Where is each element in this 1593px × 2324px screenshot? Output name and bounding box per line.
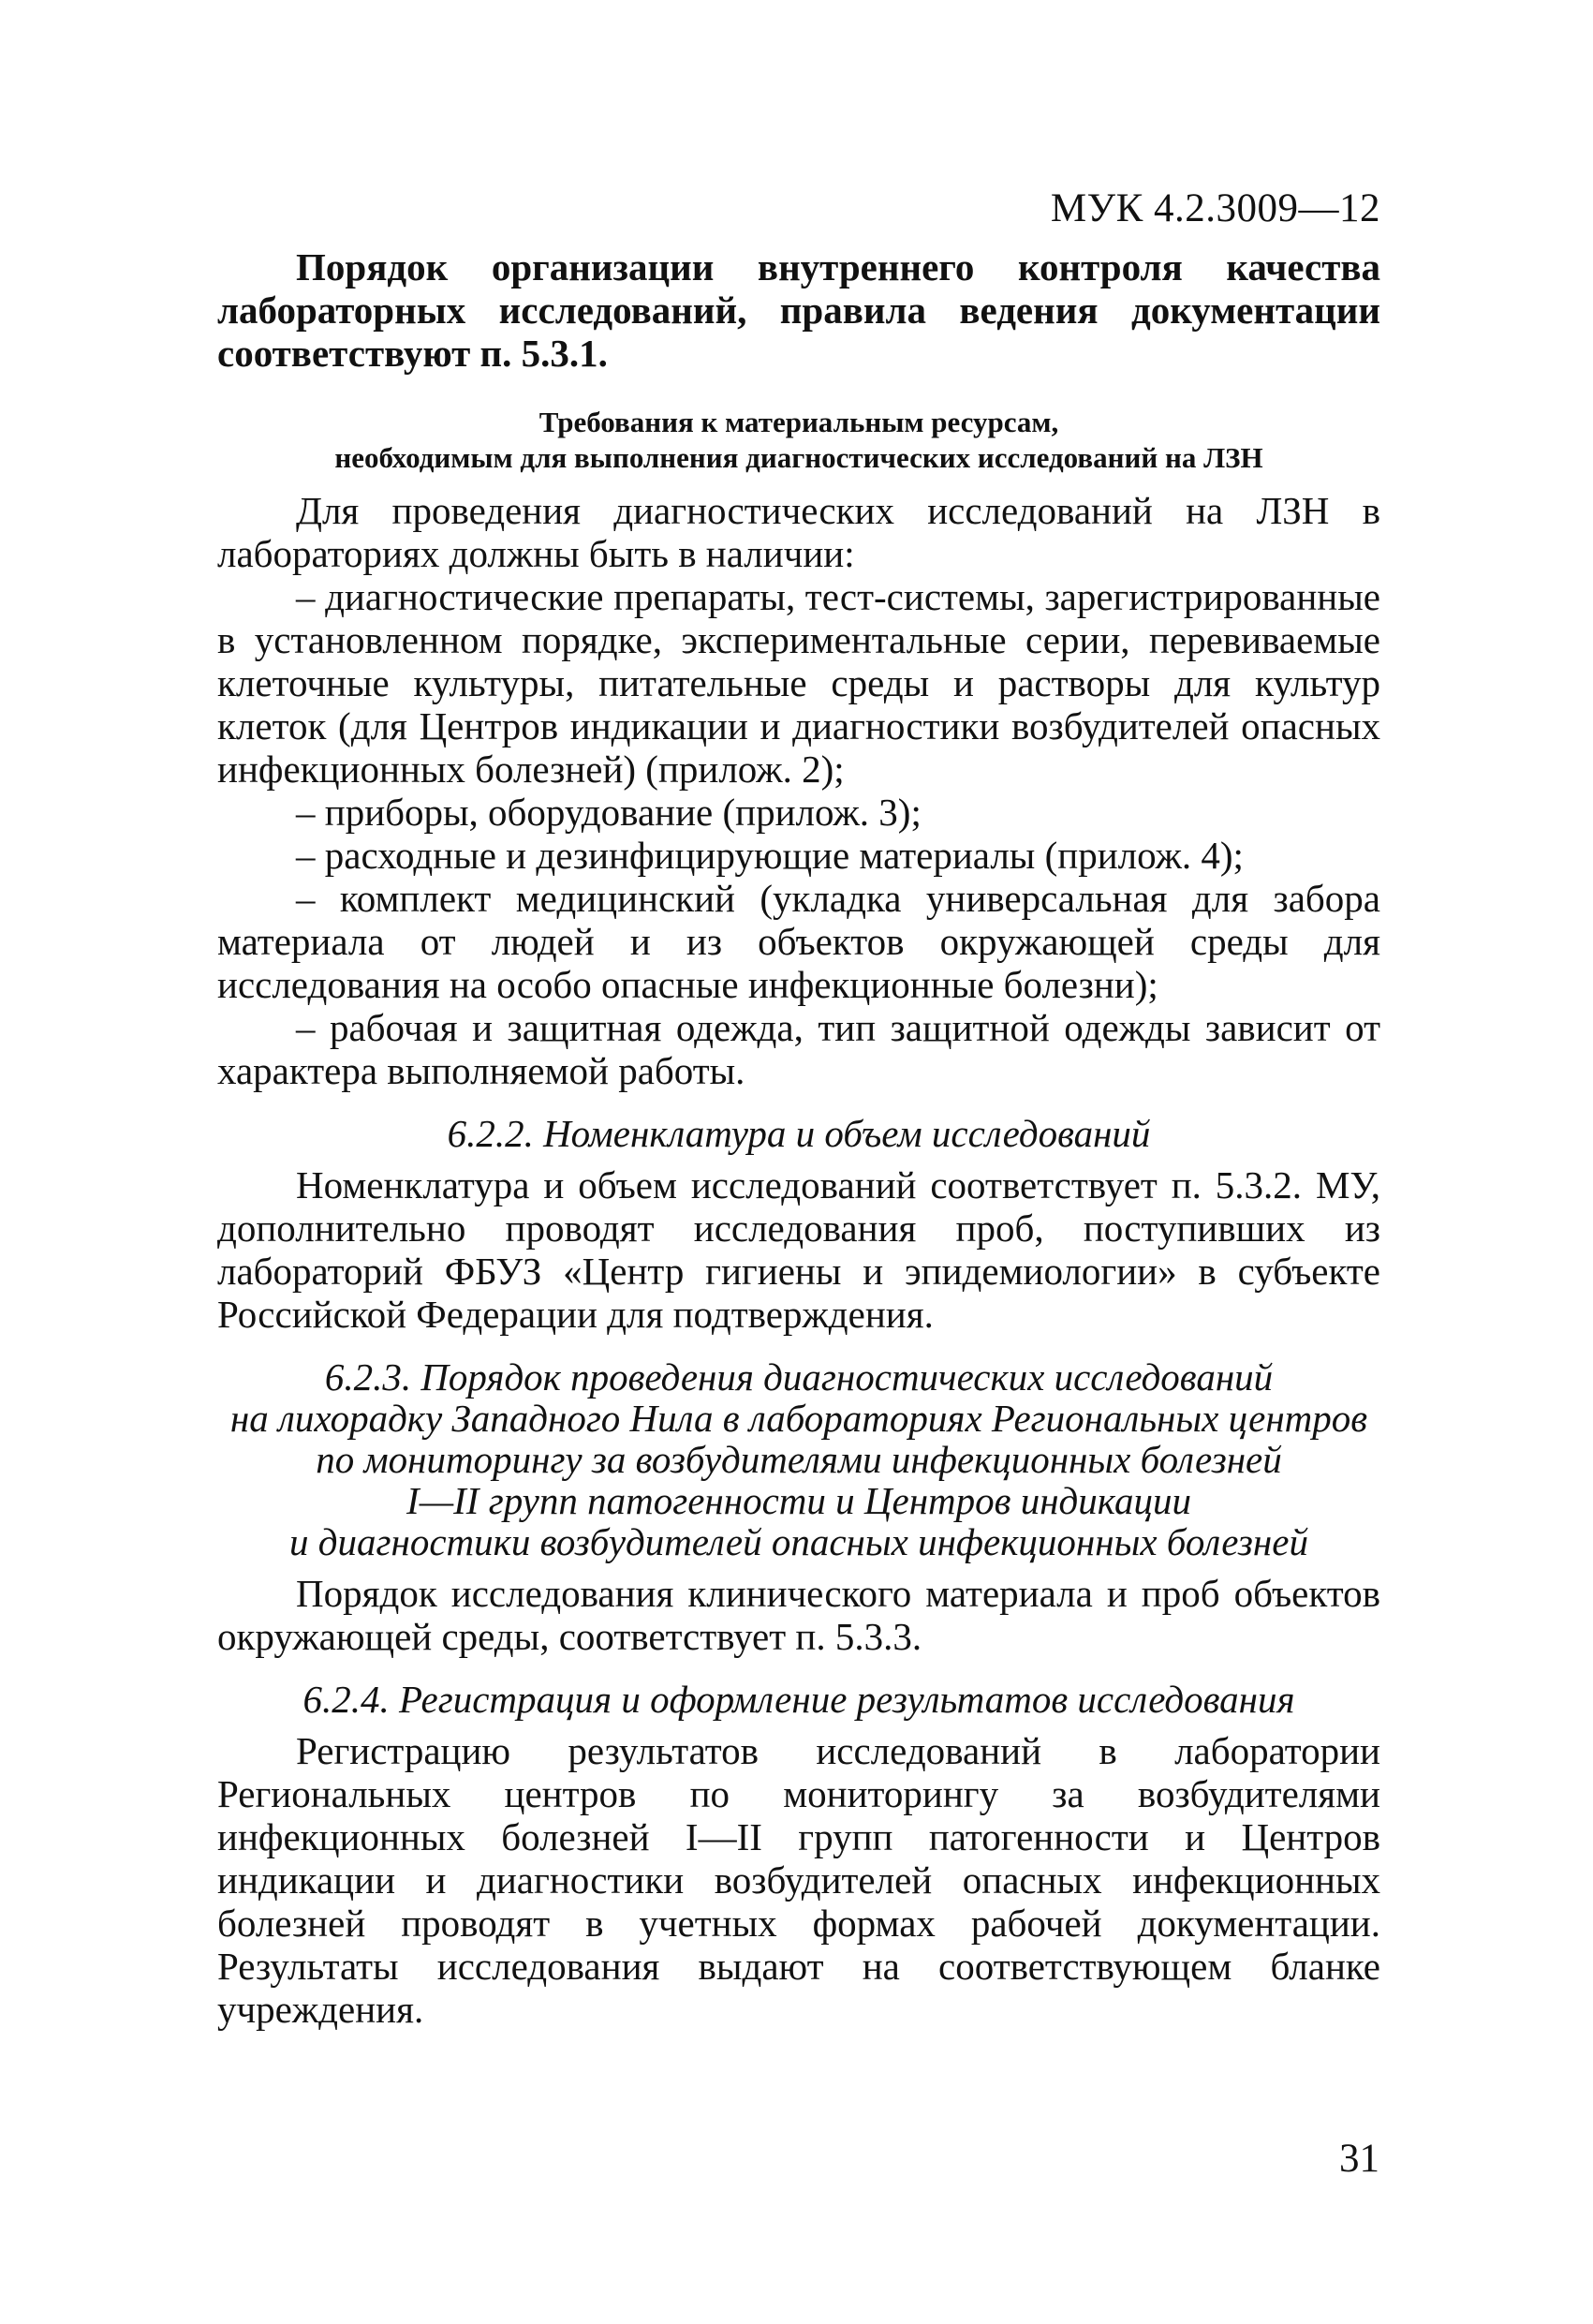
- resources-list-item: – рабочая и защитная одежда, тип защитной одежды зависит от характера выполняемой работы.: [217, 1006, 1380, 1092]
- section-624-heading: 6.2.4. Регистрация и оформление результатов исследования: [302, 1678, 1295, 1721]
- resources-list-item: – расходные и дезинфицирующие материалы (прилож. 4);: [296, 834, 1244, 877]
- document-code: МУК 4.2.3009—12: [1050, 186, 1380, 230]
- section-624-paragraph: Регистрацию результатов исследований в лаборатории Региональных центров по мониторингу за возбудителями инфекционных болезней I—II групп патогенности и Центров индикации и диагностики возбудителей опасных инфекционных болезней проводят в учетных формах рабочей документации. Результаты исследования выдают на соответствующем бланке учреждения.: [217, 1729, 1380, 2031]
- section-622-heading: 6.2.2. Номенклатура и объем исследований: [447, 1112, 1151, 1155]
- section-623-heading-line: I—II групп патогенности и Центров индикации: [406, 1479, 1191, 1522]
- resources-subtitle-line: необходимым для выполнения диагностических исследований на ЛЗН: [334, 441, 1263, 474]
- resources-list-item: – диагностические препараты, тест-системы, зарегистрированные в установленном порядке, экспериментальные серии, перевиваемые клеточные культуры, питательные среды и растворы для культур клеток (для Центров индикации и диагностики возбудителей опасных инфекционных болезней) (прилож. 2);: [217, 575, 1380, 791]
- resources-list-item: – приборы, оборудование (прилож. 3);: [296, 791, 922, 834]
- text-column: [217, 187, 1380, 2031]
- page-number: 31: [1339, 2137, 1379, 2181]
- section-623-heading-line: на лихорадку Западного Нила в лабораториях Региональных центров: [229, 1397, 1368, 1440]
- section-623-heading-line: и диагностики возбудителей опасных инфекционных болезней: [289, 1520, 1308, 1563]
- intro-paragraph: Порядок организации внутреннего контроля качества лабораторных исследований, правила ведения документации соответствуют п. 5.3.1.: [217, 245, 1380, 375]
- resources-subtitle-line: Требования к материальным ресурсам,: [538, 406, 1059, 438]
- section-623-heading-line: по мониторингу за возбудителями инфекционных болезней: [316, 1438, 1282, 1481]
- section-622-paragraph: Номенклатура и объем исследований соответствует п. 5.3.2. МУ, дополнительно проводят исследования проб, поступивших из лабораторий ФБУЗ «Центр гигиены и эпидемиологии» в субъекте Российской Федерации для подтверждения.: [217, 1163, 1380, 1336]
- resources-subtitle: [217, 405, 1380, 476]
- section-623-paragraph: Порядок исследования клинического материала и проб объектов окружающей среды, соответствует п. 5.3.3.: [217, 1572, 1380, 1658]
- resources-list-item: – комплект медицинский (укладка универсальная для забора материала от людей и из объектов окружающей среды для исследования на особо опасные инфекционные болезни);: [217, 877, 1380, 1006]
- resources-lead-paragraph: Для проведения диагностических исследований на ЛЗН в лабораториях должны быть в наличии:: [217, 489, 1380, 575]
- section-623-heading-line: 6.2.3. Порядок проведения диагностических исследований: [324, 1355, 1274, 1399]
- section-623-heading: [217, 1356, 1380, 1562]
